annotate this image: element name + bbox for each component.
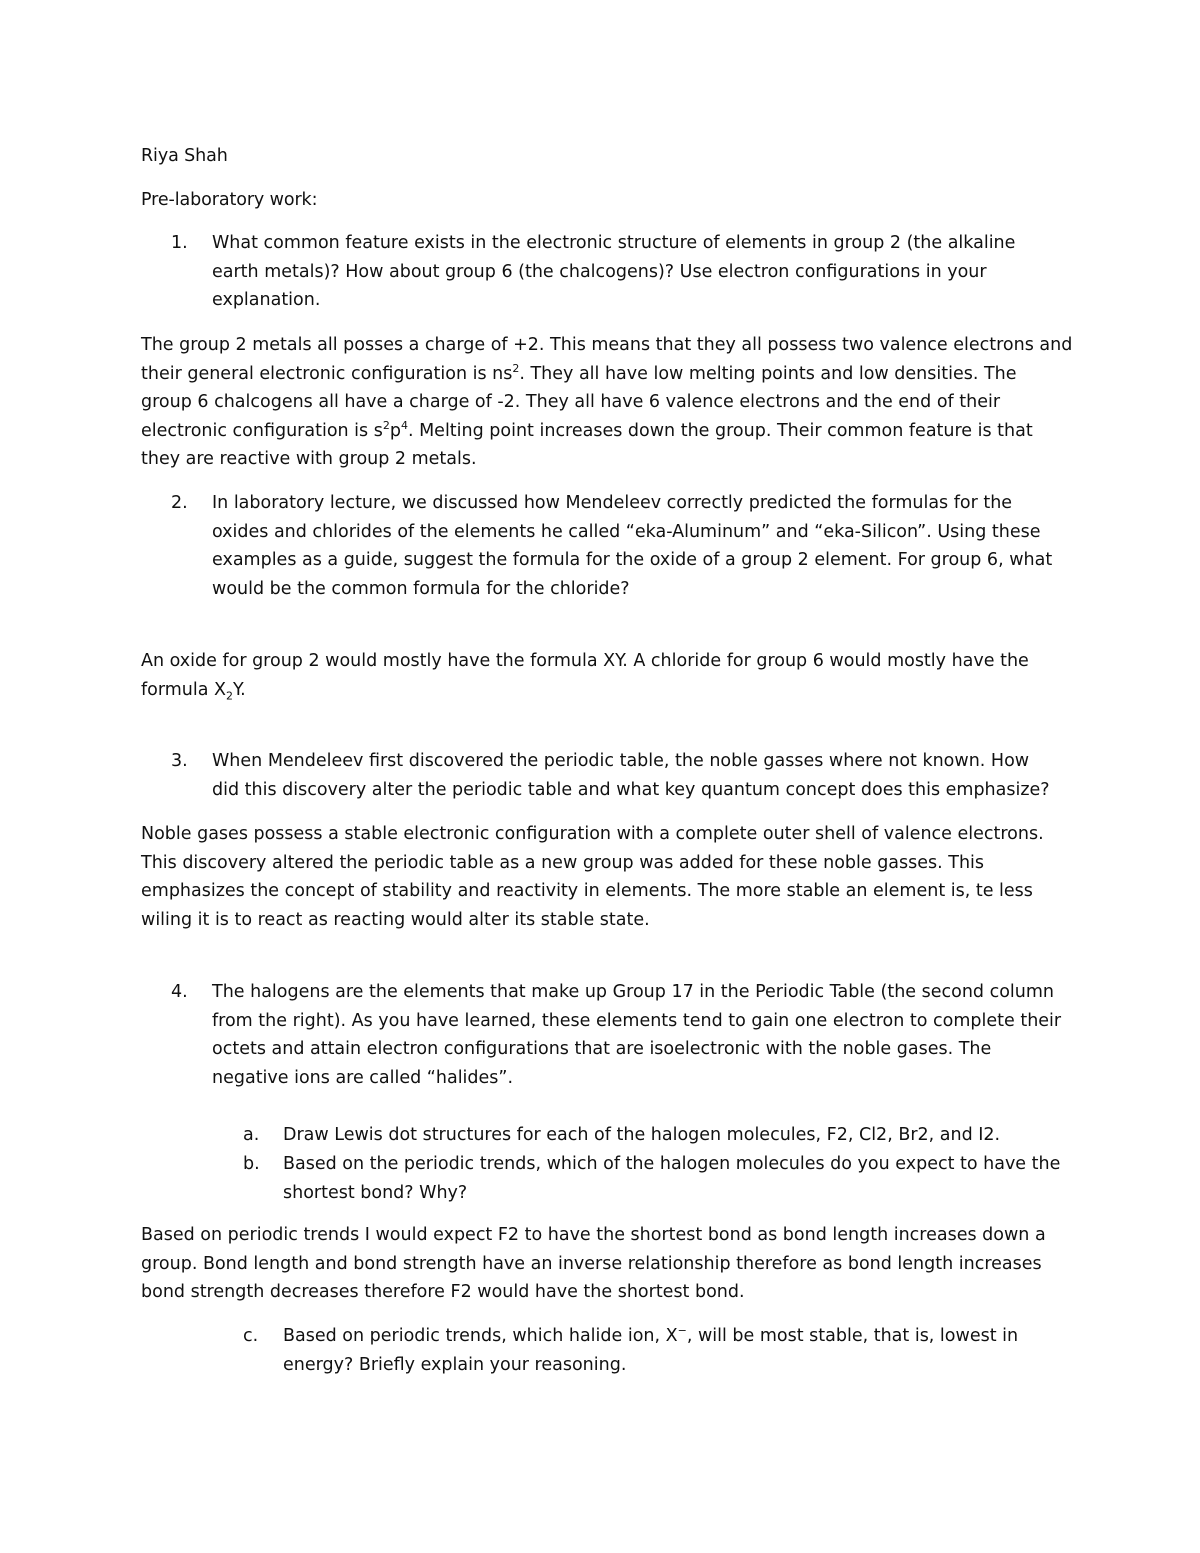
question-4c-line: energy? Briefly explain your reasoning. [283, 1354, 627, 1375]
answer-2-line: An oxide for group 2 would mostly have the formula XY. A chloride for group 6 would mostly have the [141, 651, 1029, 671]
answer-2 [141, 647, 1029, 704]
question-2-line: would be the common formula for the chloride? [212, 578, 630, 599]
question-4a-text [283, 1121, 1000, 1150]
question-4c-letter: c. [243, 1326, 259, 1346]
question-4b-text [283, 1150, 1060, 1207]
question-3-line: did this discovery alter the periodic table and what key quantum concept does this emphasize? [212, 779, 1050, 800]
answer-4-line: bond strength decreases therefore F2 would have the shortest bond. [141, 1282, 745, 1303]
question-2-text [212, 489, 1052, 603]
question-4-line: from the right). As you have learned, these elements tend to gain one electron to complete their [212, 1010, 1062, 1031]
question-4b-line: Based on the periodic trends, which of the halogen molecules do you expect to have the [283, 1154, 1061, 1174]
answer-1-line: they are reactive with group 2 metals. [141, 449, 477, 470]
question-2-number: 2. [171, 493, 188, 513]
answer-3 [141, 820, 1044, 934]
answer-1-line: group 6 chalcogens all have a charge of -2. They all have 6 valence electrons and the end of their [141, 392, 1001, 413]
answer-3-line: wiling it is to react as reacting would alter its stable state. [141, 909, 650, 930]
question-4c-text [283, 1322, 1018, 1379]
answer-1-line: their general electronic configuration is $ns^2$. They all have low melting points and low densities. The [141, 361, 1017, 384]
question-4c-line: Based on periodic trends, which halide ion, X−, will be most stable, that is, lowest in [283, 1324, 1019, 1346]
answer-3-line: Noble gases possess a stable electronic configuration with a complete outer shell of valence electrons. [141, 824, 1044, 844]
answer-4 [141, 1221, 1046, 1307]
question-1-line: explanation. [212, 290, 321, 311]
question-3-text [212, 747, 1050, 804]
question-2-line: examples as a guide, suggest the formula for the oxide of a group 2 element. For group 6, what [212, 550, 1053, 571]
question-2-line: In laboratory lecture, we discussed how Mendeleev correctly predicted the formulas for the [212, 493, 1013, 513]
question-4b-letter: b. [243, 1154, 260, 1174]
question-4a-letter: a. [243, 1125, 260, 1145]
answer-1-line: electronic configuration is $s^2p^4$. Melting point increases down the group. Their common feature is that [141, 418, 1033, 441]
question-3-number: 3. [171, 751, 188, 771]
question-4-text [212, 978, 1061, 1092]
answer-1-line: The group 2 metals all posses a charge of +2. This means that they all possess two valence electrons and [141, 335, 1073, 355]
answer-4-line: Based on periodic trends I would expect F2 to have the shortest bond as bond length increases down a [141, 1225, 1046, 1245]
question-4-number: 4. [171, 982, 188, 1002]
question-2-line: oxides and chlorides of the elements he called “eka-Aluminum” and “eka-Silicon”. Using these [212, 521, 1041, 542]
question-1-line: What common feature exists in the electronic structure of elements in group 2 (the alkaline [212, 233, 1016, 253]
question-3-line: When Mendeleev first discovered the periodic table, the noble gasses where not known. How [212, 751, 1030, 771]
answer-3-line: This discovery altered the periodic table as a new group was added for these noble gasses. This [141, 852, 985, 873]
question-1-text [212, 229, 1015, 315]
question-1-number: 1. [171, 233, 188, 253]
author-name: Riya Shah [141, 146, 228, 166]
question-1-line: earth metals)? How about group 6 (the chalcogens)? Use electron configurations in your [212, 261, 987, 282]
question-4b-line: shortest bond? Why? [283, 1182, 468, 1203]
question-4-line: octets and attain electron configurations that are isoelectronic with the noble gases. The [212, 1039, 992, 1060]
answer-2-line: formula $X_2Y$. [141, 679, 246, 703]
question-4-line: negative ions are called “halides”. [212, 1067, 514, 1088]
answer-3-line: emphasizes the concept of stability and reactivity in elements. The more stable an element is, te less [141, 881, 1033, 902]
answer-4-line: group. Bond length and bond strength have an inverse relationship therefore as bond length increases [141, 1253, 1042, 1274]
answer-1 [141, 331, 1072, 474]
question-4a-line: Draw Lewis dot structures for each of the halogen molecules, F2, Cl2, Br2, and I2. [283, 1125, 1001, 1145]
section-heading: Pre-laboratory work: [141, 190, 318, 210]
question-4-line: The halogens are the elements that make up Group 17 in the Periodic Table (the second column [212, 982, 1055, 1002]
